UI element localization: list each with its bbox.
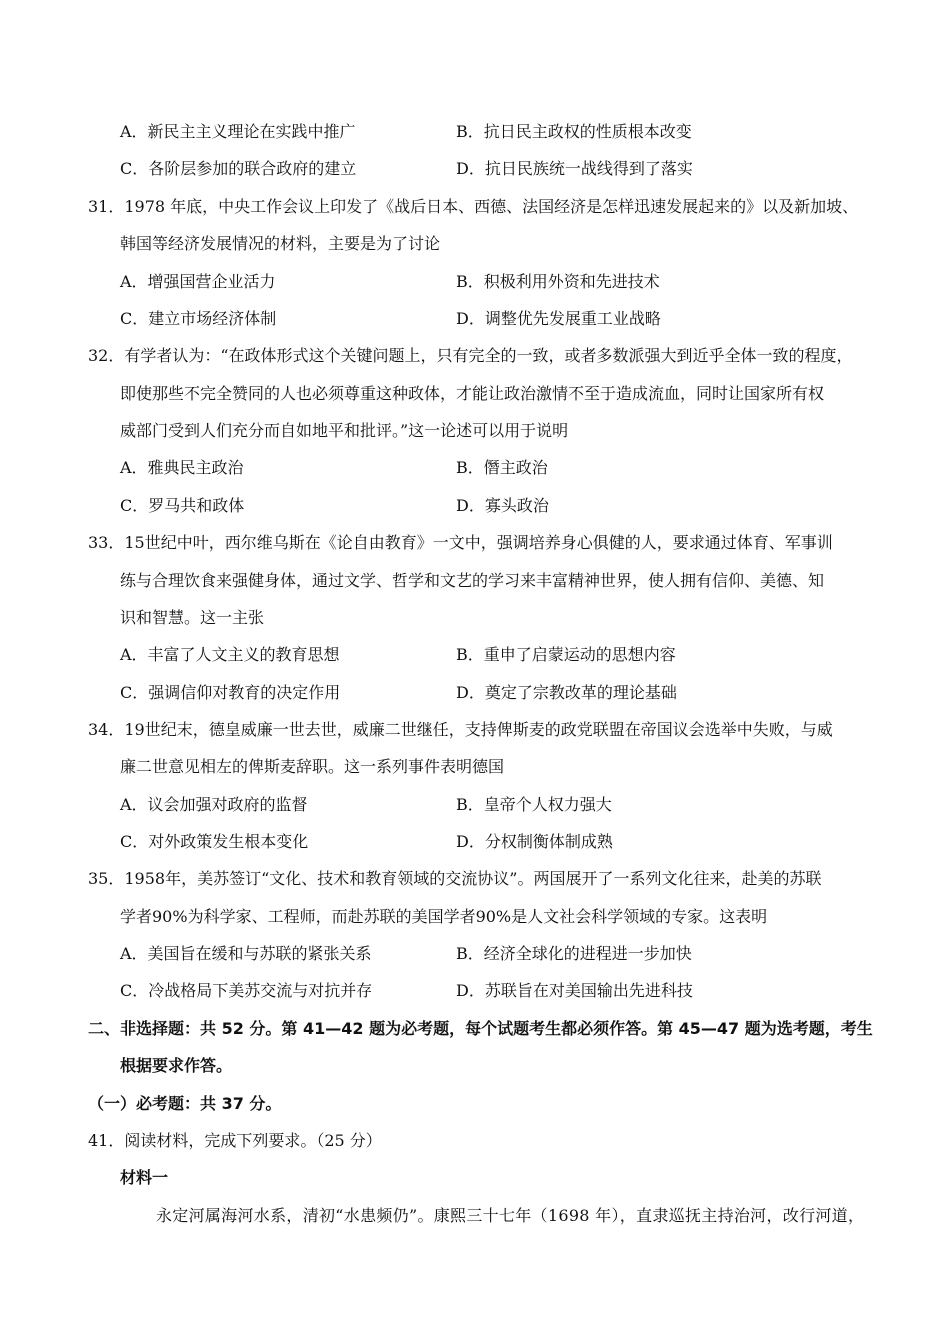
q34-option-a: A．议会加强对政府的监督	[120, 795, 308, 814]
q35-option-d: D．苏联旨在对美国输出先进科技	[456, 981, 693, 1000]
q33-stem-line1: 33．15世纪中叶，西尔维乌斯在《论自由教育》一文中，强调培养身心俱健的人，要求通过体育、军事训	[88, 533, 833, 552]
q33-stem-line3: 识和智慧。这一主张	[120, 608, 265, 627]
section2-heading-line2: 根据要求作答。	[120, 1056, 233, 1075]
q35-option-b: B．经济全球化的进程进一步加快	[456, 944, 692, 963]
q34-option-d: D．分权制衡体制成熟	[456, 832, 613, 851]
q33-option-a: A．丰富了人文主义的教育思想	[120, 645, 340, 664]
q41-material-text: 永定河属海河水系，清初“水患频仍”。康熙三十七年（1698 年），直隶巡抚主持治河，改行河道，	[156, 1206, 865, 1225]
q30-option-c: C．各阶层参加的联合政府的建立	[120, 159, 357, 178]
q33-option-c: C．强调信仰对教育的决定作用	[120, 683, 341, 702]
q35-stem-line1: 35．1958年，美苏签订“文化、技术和教育领域的交流协议”。两国展开了一系列文化往来，赴美的苏联	[88, 869, 822, 888]
q34-option-c: C．对外政策发生根本变化	[120, 832, 309, 851]
section2-subheading: （一）必考题：共 37 分。	[88, 1094, 282, 1113]
q34-stem-line1: 34．19世纪末，德皇威廉一世去世，威廉二世继任，支持俾斯麦的政党联盟在帝国议会选举中失败，与威	[88, 720, 833, 739]
q34-option-b: B．皇帝个人权力强大	[456, 795, 612, 814]
q31-option-c: C．建立市场经济体制	[120, 309, 277, 328]
q33-option-b: B．重申了启蒙运动的思想内容	[456, 645, 676, 664]
q30-option-d: D．抗日民族统一战线得到了落实	[456, 159, 693, 178]
q30-option-b: B．抗日民主政权的性质根本改变	[456, 122, 692, 141]
q32-stem-line1: 32．有学者认为：“在政体形式这个关键问题上，只有完全的一致，或者多数派强大到近乎全体一致的程度，	[88, 346, 853, 365]
q32-option-c: C．罗马共和政体	[120, 496, 245, 515]
q35-option-c: C．冷战格局下美苏交流与对抗并存	[120, 981, 373, 1000]
q32-stem-line3: 威部门受到人们充分而自如地平和批评。”这一论述可以用于说明	[120, 421, 569, 440]
q31-option-b: B．积极利用外资和先进技术	[456, 272, 660, 291]
q33-stem-line2: 练与合理饮食来强健身体，通过文学、哲学和文艺的学习来丰富精神世界，使人拥有信仰、美德、知	[120, 571, 825, 590]
section2-heading-line1: 二、非选择题：共 52 分。第 41—42 题为必考题，每个试题考生都必须作答。第 45—47 题为选考题，考生	[88, 1019, 873, 1038]
q32-stem-line2: 即使那些不完全赞同的人也必须尊重这种政体，才能让政治激情不至于造成流血，同时让国家所有权	[120, 384, 825, 403]
q32-option-d: D．寡头政治	[456, 496, 549, 515]
q30-option-a: A．新民主主义理论在实践中推广	[120, 122, 356, 141]
q31-stem-line1: 31．1978 年底，中央工作会议上印发了《战后日本、西德、法国经济是怎样迅速发展起来的》以及新加坡、	[88, 197, 859, 216]
q32-option-a: A．雅典民主政治	[120, 458, 244, 477]
q35-option-a: A．美国旨在缓和与苏联的紧张关系	[120, 944, 372, 963]
q41-material-label: 材料一	[120, 1168, 169, 1187]
q34-stem-line2: 廉二世意见相左的俾斯麦辞职。这一系列事件表明德国	[120, 757, 505, 776]
q41-stem: 41．阅读材料，完成下列要求。（25 分）	[88, 1131, 382, 1150]
q32-option-b: B．僭主政治	[456, 458, 548, 477]
q31-option-a: A．增强国营企业活力	[120, 272, 276, 291]
q33-option-d: D．奠定了宗教改革的理论基础	[456, 683, 677, 702]
q31-option-d: D．调整优先发展重工业战略	[456, 309, 661, 328]
q31-stem-line2: 韩国等经济发展情况的材料，主要是为了讨论	[120, 234, 441, 253]
q35-stem-line2: 学者90%为科学家、工程师，而赴苏联的美国学者90%是人文社会科学领域的专家。这表明	[120, 907, 768, 926]
